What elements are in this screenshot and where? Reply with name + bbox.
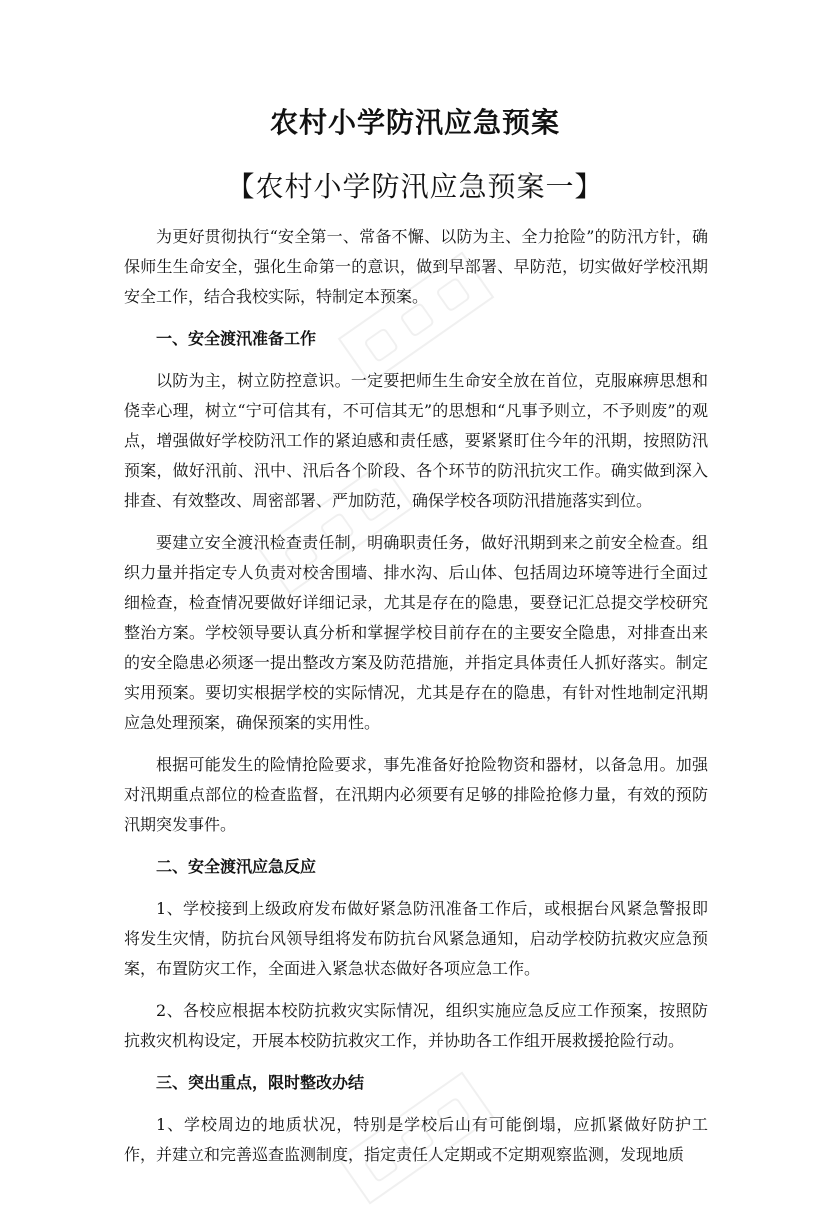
- watermark-stamp: ▢ ▢ ▢: [338, 1071, 495, 1204]
- section-heading-3: 三、突出重点，限时整改办结: [156, 1073, 365, 1092]
- section1-paragraph-3: 根据可能发生的险情抢险要求，事先准备好抢险物资和器材，以备急用。加强对汛期重点部位的检查监督，在汛期内必须要有足够的排险抢修力量，有效的预防汛期突发事件。: [124, 755, 708, 834]
- document-body: [124, 222, 708, 1182]
- intro-paragraph: 为更好贯彻执行“安全第一、常备不懈、以防为主、全力抢险”的防汛方针，确保师生生命安全，强化生命第一的意识，做到早部署、早防范，切实做好学校汛期安全工作，结合我校实际，特制定本预案。: [124, 227, 708, 306]
- section2-paragraph-2: 2、各校应根据本校防抗救灾实际情况，组织实施应急反应工作预案，按照防抗救灾机构设定，开展本校防抗救灾工作，并协助各工作组开展救援抢险行动。: [124, 1001, 708, 1050]
- document-title: 农村小学防汛应急预案: [269, 106, 560, 139]
- section1-paragraph-1: 以防为主，树立防控意识。一定要把师生生命安全放在首位，克服麻痹思想和侥幸心理，树立“宁可信其有，不可信其无”的思想和“凡事予则立，不予则废”的观点，增强做好学校防汛工作的紧迫感和责任感，要紧紧盯住今年的汛期，按照防汛预案，做好汛前、汛中、汛后各个阶段、各个环节的防汛抗灾工作。确实做到深入排查、有效整改、周密部署、严加防范，确保学校各项防汛措施落实到位。: [124, 371, 708, 510]
- section1-paragraph-2: 要建立安全渡汛检查责任制，明确职责任务，做好汛期到来之前安全检查。组织力量并指定专人负责对校舍围墙、排水沟、后山体、包括周边环境等进行全面过细检查，检查情况要做好详细记录，尤其是存在的隐患，要登记汇总提交学校研究整治方案。学校领导要认真分析和掌握学校目前存在的主要安全隐患，对排查出来的安全隐患必须逐一提出整改方案及防范措施，并指定具体责任人抓好落实。制定实用预案。要切实根据学校的实际情况，尤其是存在的隐患，有针对性地制定汛期应急处理预案，确保预案的实用性。: [124, 533, 708, 732]
- section3-paragraph-1: 1、学校周边的地质状况，特别是学校后山有可能倒塌，应抓紧做好防护工作，并建立和完善巡查监测制度，指定责任人定期或不定期观察监测，发现地质: [124, 1115, 708, 1164]
- section2-paragraph-1: 1、学校接到上级政府发布做好紧急防汛准备工作后，或根据台风紧急警报即将发生灾情，防抗台风领导组将发布防抗台风紧急通知，启动学校防抗救灾应急预案，布置防灾工作，全面进入紧急状态做好各项应急工作。: [124, 899, 708, 978]
- watermark-stamp: ▢ ▢ ▢: [258, 461, 415, 594]
- section-heading-1: 一、安全渡汛准备工作: [156, 329, 317, 348]
- watermark-stamp: ▢ ▢ ▢: [338, 251, 495, 384]
- document-subtitle: 【农村小学防汛应急预案一】: [226, 170, 604, 203]
- section-heading-2: 二、安全渡汛应急反应: [156, 857, 317, 876]
